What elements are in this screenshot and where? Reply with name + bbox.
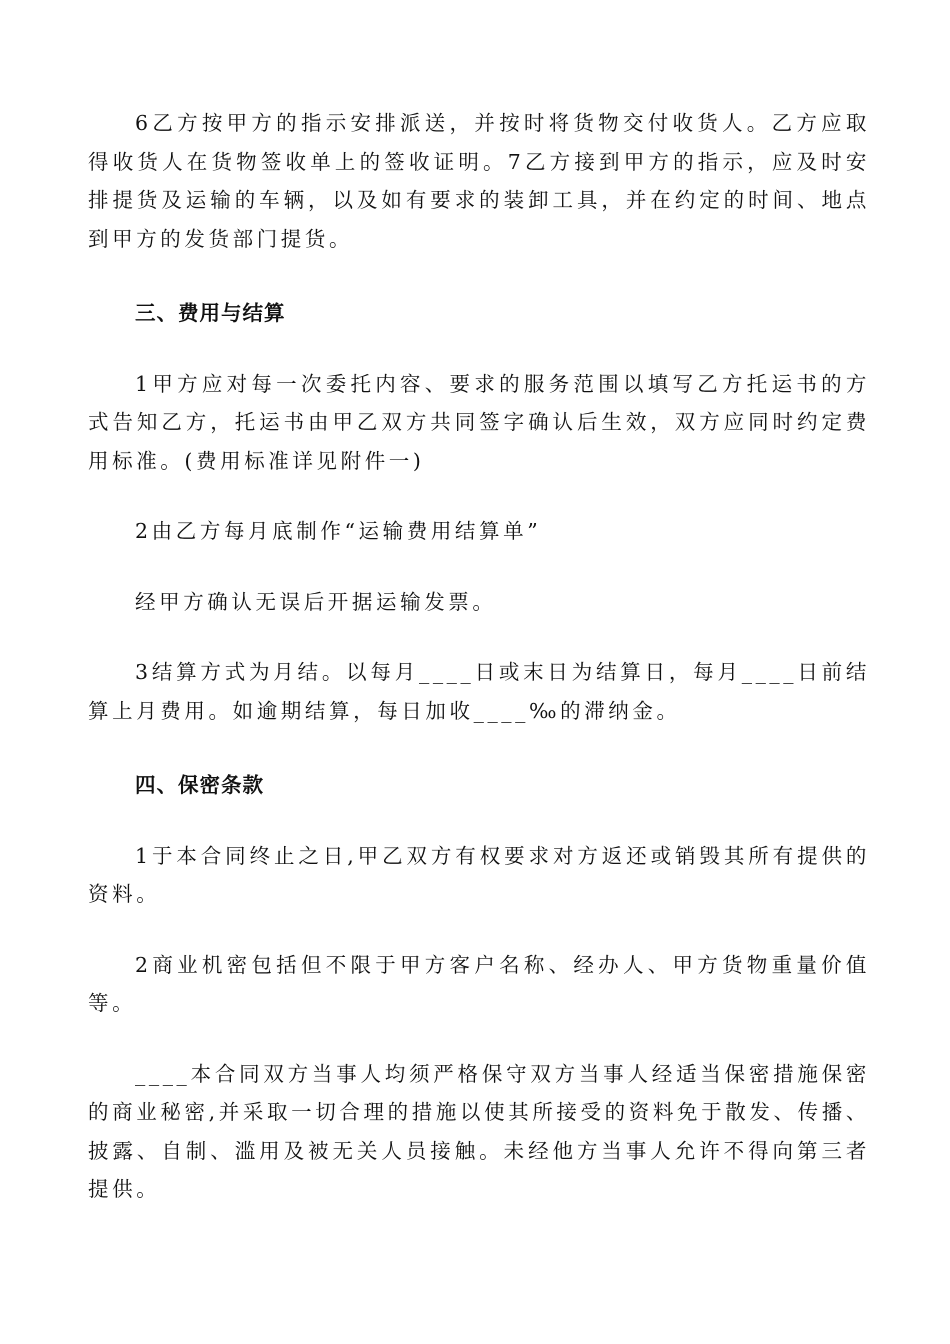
paragraph-invoice: 经甲方确认无误后开据运输发票。 (135, 589, 497, 614)
paragraph-settlement-method: 3结算方式为月结。以每月____日或末日为结算日，每月____日前结算上月费用。如逾期结算，每日加收____‰的滞纳金。 (88, 660, 870, 723)
paragraph-settlement-sheet: 2由乙方每月底制作“运输费用结算单” (135, 519, 542, 543)
document-page (88, 104, 870, 1209)
paragraph-confidentiality-duty: ____本合同双方当事人均须严格保守双方当事人经适当保密措施保密的商业秘密,并采取一切合理的措施以使其所接受的资料免于散发、传播、披露、自制、滥用及被无关人员接触。未经他方当事人允许不得向第三者提供。 (88, 1061, 870, 1201)
paragraph-delivery: 6乙方按甲方的指示安排派送，并按时将货物交付收货人。乙方应取得收货人在货物签收单上的签收证明。7乙方接到甲方的指示，应及时安排提货及运输的车辆，以及如有要求的装卸工具，并在约定的时间、地点到甲方的发货部门提货。 (88, 111, 870, 251)
section-heading-fees: 三、费用与结算 (135, 301, 286, 325)
paragraph-fee-standard: 1甲方应对每一次委托内容、要求的服务范围以填写乙方托运书的方式告知乙方，托运书由甲乙双方共同签字确认后生效，双方应同时约定费用标准。(费用标准详见附件一) (88, 371, 870, 473)
paragraph-return-materials: 1于本合同终止之日,甲乙双方有权要求对方返还或销毁其所有提供的资料。 (88, 843, 870, 906)
paragraph-trade-secrets: 2商业机密包括但不限于甲方客户名称、经办人、甲方货物重量价值等。 (88, 952, 870, 1015)
section-heading-confidentiality: 四、保密条款 (135, 773, 264, 797)
